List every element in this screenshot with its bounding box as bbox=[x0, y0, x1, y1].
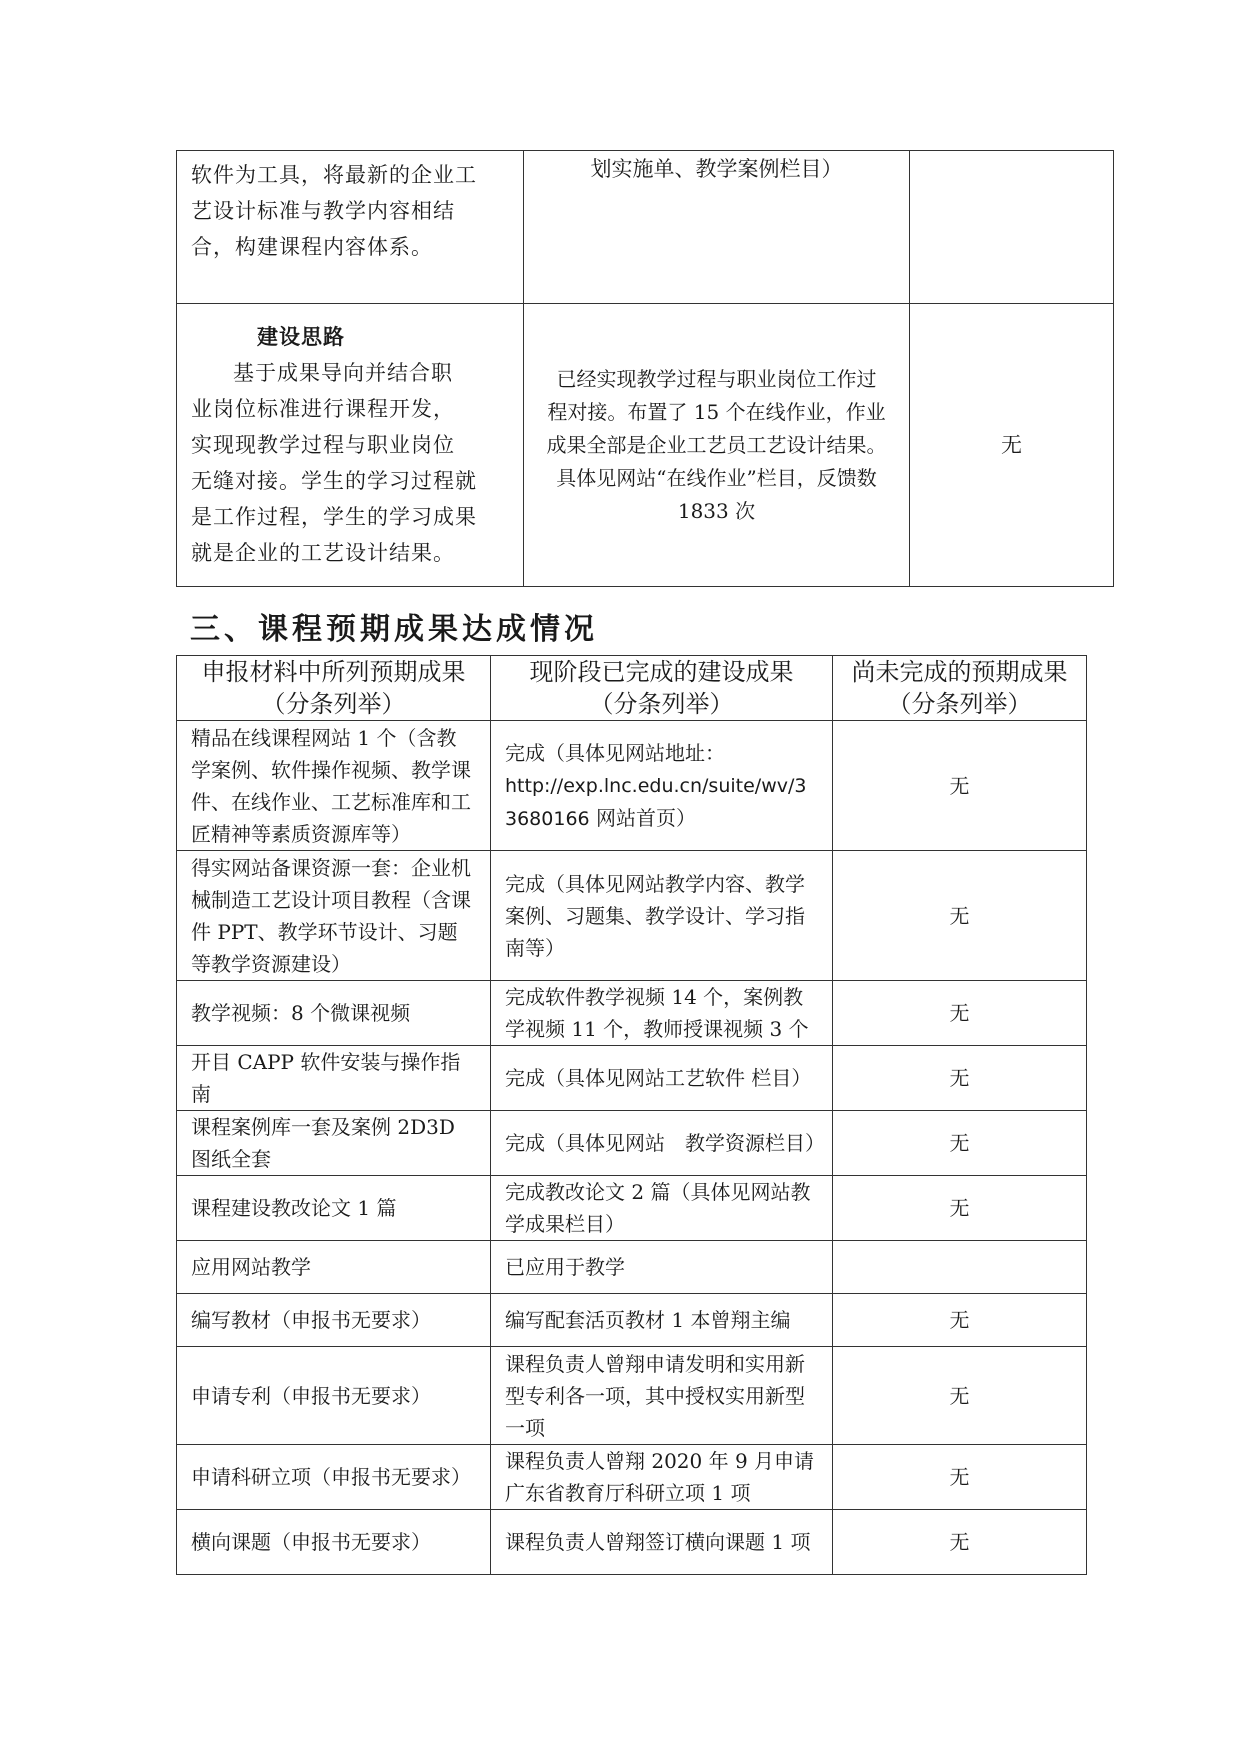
table-cell bbox=[910, 151, 1114, 304]
header-line: 现阶段已完成的建设成果 bbox=[529, 658, 794, 686]
pending-outcome: 无 bbox=[833, 851, 1087, 981]
table-cell bbox=[524, 304, 910, 587]
table-row bbox=[177, 1176, 1087, 1241]
text-line: 软件为工具，将最新的企业工 bbox=[191, 163, 477, 187]
table-row bbox=[177, 1046, 1087, 1111]
expected-outcome: 教学视频：8 个微课视频 bbox=[177, 981, 491, 1046]
column-header bbox=[491, 656, 833, 721]
text-line: 是工作过程，学生的学习成果 bbox=[191, 505, 477, 529]
text-line: 已经实现教学过程与职业岗位工作过 bbox=[556, 366, 877, 391]
header-line: 尚未完成的预期成果 bbox=[851, 658, 1068, 686]
expected-outcome: 课程案例库一套及案例 2D3D 图纸全套 bbox=[177, 1111, 491, 1176]
cell-heading: 建设思路 bbox=[257, 324, 345, 349]
text-line: 程对接。布置了 15 个在线作业，作业 bbox=[547, 399, 886, 424]
pending-outcome: 无 bbox=[833, 1347, 1087, 1445]
expected-outcome: 开目 CAPP 软件安装与操作指南 bbox=[177, 1046, 491, 1111]
completed-text: 完成（具体见网站地址： bbox=[505, 740, 725, 765]
top-table bbox=[176, 150, 1114, 587]
table-row bbox=[177, 721, 1087, 851]
completed-outcome: 完成教改论文 2 篇（具体见网站教学成果栏目） bbox=[491, 1176, 833, 1241]
expected-outcome: 精品在线课程网站 1 个（含教学案例、软件操作视频、教学课件、在线作业、工艺标准库和工匠精神等素质资源库等） bbox=[177, 721, 491, 851]
completed-outcome: 课程负责人曾翔 2020 年 9 月申请广东省教育厅科研立项 1 项 bbox=[491, 1445, 833, 1510]
completed-outcome: 课程负责人曾翔申请发明和实用新型专利各一项，其中授权实用新型一项 bbox=[491, 1347, 833, 1445]
table-row bbox=[177, 851, 1087, 981]
header-line: （分条列举） bbox=[887, 690, 1032, 718]
table-cell bbox=[910, 304, 1114, 587]
website-url-link[interactable]: http://exp.lnc.edu.cn/suite/wv/33680166 bbox=[505, 774, 807, 830]
expected-outcome: 课程建设教改论文 1 篇 bbox=[177, 1176, 491, 1241]
column-header bbox=[177, 656, 491, 721]
table-row bbox=[177, 1510, 1087, 1575]
completed-outcome: 编写配套活页教材 1 本曾翔主编 bbox=[491, 1294, 833, 1347]
text-line: 成果全部是企业工艺员工艺设计结果。 bbox=[546, 432, 887, 457]
completed-outcome: 已应用于教学 bbox=[491, 1241, 833, 1294]
table-row bbox=[177, 151, 1114, 304]
text-line: 具体见网站“在线作业”栏目，反馈数 bbox=[556, 465, 877, 490]
expected-outcome: 申请科研立项（申报书无要求） bbox=[177, 1445, 491, 1510]
pending-outcome: 无 bbox=[833, 981, 1087, 1046]
column-header bbox=[833, 656, 1087, 721]
table-row bbox=[177, 1294, 1087, 1347]
pending-outcome: 无 bbox=[833, 1445, 1087, 1510]
completed-outcome: 完成软件教学视频 14 个，案例教学视频 11 个，教师授课视频 3 个 bbox=[491, 981, 833, 1046]
pending-outcome: 无 bbox=[833, 1046, 1087, 1111]
header-line: （分条列举） bbox=[589, 690, 734, 718]
completed-text: 网站首页） bbox=[589, 805, 696, 830]
header-line: （分条列举） bbox=[261, 690, 406, 718]
table-cell bbox=[177, 151, 524, 304]
pending-outcome: 无 bbox=[833, 1510, 1087, 1575]
outcomes-table bbox=[176, 655, 1087, 1575]
text-line: 实现现教学过程与职业岗位 bbox=[191, 433, 455, 457]
expected-outcome: 得实网站备课资源一套：企业机械制造工艺设计项目教程（含课件 PPT、教学环节设计、习题等教学资源建设） bbox=[177, 851, 491, 981]
table-cell bbox=[177, 304, 524, 587]
pending-outcome: 无 bbox=[833, 1111, 1087, 1176]
pending-outcome: 无 bbox=[833, 1176, 1087, 1241]
text-line: 合，构建课程内容体系。 bbox=[191, 235, 433, 259]
completed-outcome: 完成（具体见网站 教学资源栏目） bbox=[491, 1111, 833, 1176]
table-cell bbox=[524, 151, 910, 304]
section-title: 三、课程预期成果达成情况 bbox=[190, 612, 598, 647]
pending-outcome: 无 bbox=[833, 1294, 1087, 1347]
table-header-row bbox=[177, 656, 1087, 721]
expected-outcome: 应用网站教学 bbox=[177, 1241, 491, 1294]
expected-outcome: 编写教材（申报书无要求） bbox=[177, 1294, 491, 1347]
table-row bbox=[177, 1347, 1087, 1445]
table-row bbox=[177, 1241, 1087, 1294]
expected-outcome: 横向课题（申报书无要求） bbox=[177, 1510, 491, 1575]
completed-outcome: 完成（具体见网站工艺软件 栏目） bbox=[491, 1046, 833, 1111]
pending-outcome: 无 bbox=[833, 721, 1087, 851]
text-line: 1833 次 bbox=[677, 498, 756, 523]
text-line: 无缝对接。学生的学习过程就 bbox=[191, 469, 477, 493]
text-line: 基于成果导向并结合职 bbox=[233, 361, 453, 385]
completed-outcome: 完成（具体见网站教学内容、教学案例、习题集、教学设计、学习指南等） bbox=[491, 851, 833, 981]
header-line: 申报材料中所列预期成果 bbox=[201, 658, 466, 686]
table-row bbox=[177, 1445, 1087, 1510]
table-row bbox=[177, 304, 1114, 587]
text-line: 划实施单、教学案例栏目） bbox=[590, 157, 843, 181]
text-line: 就是企业的工艺设计结果。 bbox=[191, 541, 455, 565]
status-value: 无 bbox=[1001, 433, 1022, 457]
pending-outcome bbox=[833, 1241, 1087, 1294]
table-row bbox=[177, 1111, 1087, 1176]
text-line: 业岗位标准进行课程开发， bbox=[191, 397, 455, 421]
completed-outcome bbox=[491, 721, 833, 851]
expected-outcome: 申请专利（申报书无要求） bbox=[177, 1347, 491, 1445]
completed-outcome: 课程负责人曾翔签订横向课题 1 项 bbox=[491, 1510, 833, 1575]
table-row bbox=[177, 981, 1087, 1046]
text-line: 艺设计标准与教学内容相结 bbox=[191, 199, 455, 223]
